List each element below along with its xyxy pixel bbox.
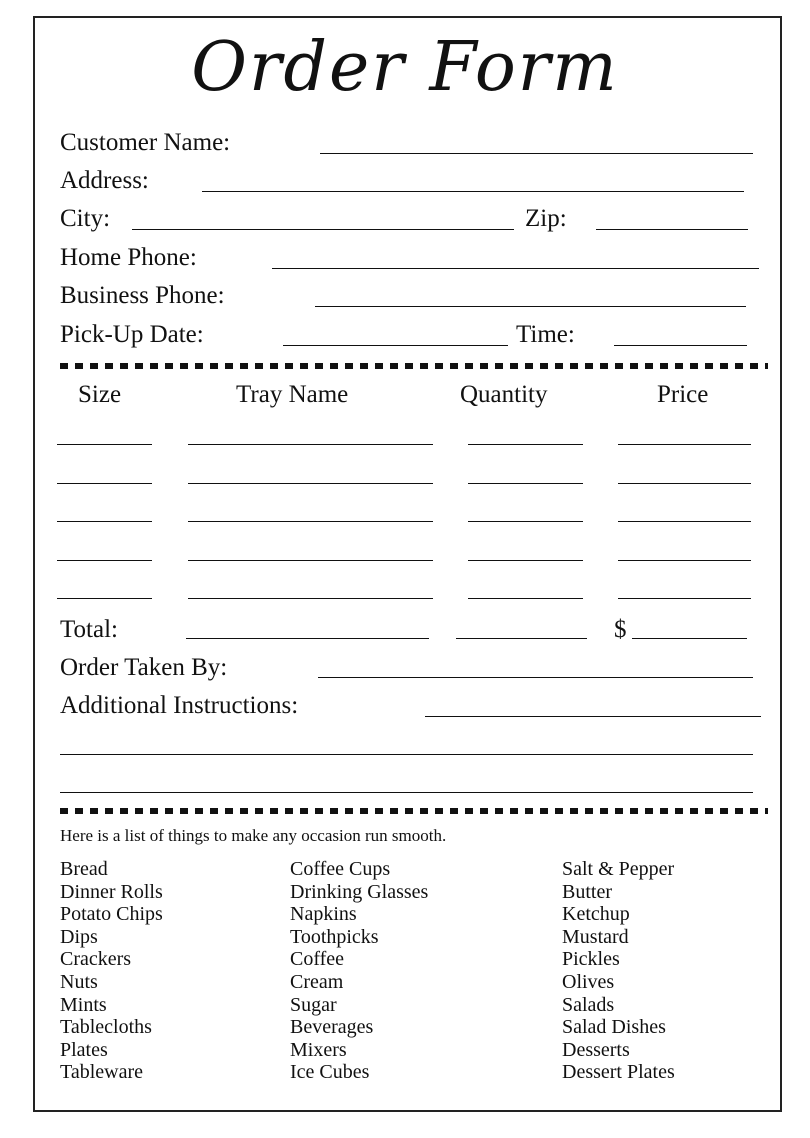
price-field[interactable] [618, 444, 751, 445]
additional-instructions-label: Additional Instructions: [60, 692, 299, 719]
city-label: City: [60, 205, 111, 232]
order-taken-by-label: Order Taken By: [60, 654, 228, 681]
checklist-item: Salads [562, 993, 615, 1016]
checklist-item: Ketchup [562, 903, 630, 926]
checklist-item: Dessert Plates [562, 1061, 675, 1084]
home-phone-field[interactable] [272, 268, 759, 269]
pickup-date-label: Pick-Up Date: [60, 321, 204, 348]
checklist-intro: Here is a list of things to make any occasion run smooth. [60, 826, 447, 845]
checklist-item: Salad Dishes [562, 1016, 666, 1039]
checklist-item: Dips [60, 925, 98, 948]
size-field[interactable] [57, 560, 152, 561]
currency-symbol: $ [614, 616, 627, 643]
checklist-item: Drinking Glasses [290, 880, 429, 903]
city-field[interactable] [132, 229, 514, 230]
total-label: Total: [60, 616, 118, 643]
checklist-item: Napkins [290, 903, 357, 926]
checklist-item: Toothpicks [290, 925, 379, 948]
price-field[interactable] [618, 483, 751, 484]
size-field[interactable] [57, 483, 152, 484]
price-field[interactable] [618, 521, 751, 522]
zip-field[interactable] [596, 229, 748, 230]
total-tray-field[interactable] [186, 638, 429, 639]
size-field[interactable] [57, 598, 152, 599]
tray-name-header: Tray Name [236, 381, 349, 408]
size-field[interactable] [57, 521, 152, 522]
checklist-item: Pickles [562, 948, 620, 971]
checklist-item: Sugar [290, 993, 337, 1016]
checklist-item: Mints [60, 993, 107, 1016]
form-title: Order Form [191, 28, 619, 107]
checklist-item: Desserts [562, 1038, 630, 1061]
checklist-item: Beverages [290, 1016, 374, 1039]
quantity-field[interactable] [468, 598, 583, 599]
price-field[interactable] [618, 598, 751, 599]
checklist-item: Mixers [290, 1038, 347, 1061]
quantity-field[interactable] [468, 483, 583, 484]
price-header: Price [657, 381, 709, 408]
total-quantity-field[interactable] [456, 638, 587, 639]
checklist-item: Cream [290, 970, 344, 993]
instructions-field-1[interactable] [425, 716, 761, 717]
checklist-item: Salt & Pepper [562, 858, 675, 880]
address-label: Address: [60, 167, 149, 194]
checklist-item: Butter [562, 880, 612, 903]
checklist-item: Plates [60, 1038, 108, 1061]
checklist-item: Coffee [290, 948, 345, 971]
instructions-field-2[interactable] [60, 754, 753, 755]
checklist-item: Tablecloths [60, 1016, 152, 1039]
time-label: Time: [516, 321, 575, 348]
tray-name-field[interactable] [188, 483, 433, 484]
checklist-item: Coffee Cups [290, 858, 391, 880]
business-phone-field[interactable] [315, 306, 746, 307]
quantity-header: Quantity [460, 381, 548, 408]
checklist-item: Dinner Rolls [60, 880, 163, 903]
pickup-date-field[interactable] [283, 345, 508, 346]
dashed-divider [60, 808, 768, 814]
tray-name-field[interactable] [188, 598, 433, 599]
checklist-item: Ice Cubes [290, 1061, 370, 1084]
quantity-field[interactable] [468, 521, 583, 522]
size-header: Size [78, 381, 122, 408]
tray-name-field[interactable] [188, 521, 433, 522]
checklist-item: Potato Chips [60, 903, 163, 926]
checklist-column-2 [290, 858, 428, 1084]
tray-name-field[interactable] [188, 444, 433, 445]
checklist-item: Tableware [60, 1061, 143, 1084]
business-phone-label: Business Phone: [60, 282, 225, 309]
order-taken-by-field[interactable] [318, 677, 753, 678]
checklist-item: Bread [60, 858, 108, 880]
zip-label: Zip: [525, 205, 567, 232]
quantity-field[interactable] [468, 444, 583, 445]
customer-name-label: Customer Name: [60, 129, 231, 156]
checklist-item: Olives [562, 970, 615, 993]
instructions-field-3[interactable] [60, 792, 753, 793]
checklist-item: Crackers [60, 948, 132, 971]
address-field[interactable] [202, 191, 744, 192]
price-field[interactable] [618, 560, 751, 561]
total-price-field[interactable] [632, 638, 747, 639]
checklist-column-3 [562, 858, 675, 1084]
checklist-item: Mustard [562, 925, 629, 948]
time-field[interactable] [614, 345, 747, 346]
checklist-item: Nuts [60, 970, 98, 993]
size-field[interactable] [57, 444, 152, 445]
checklist-column-1 [60, 858, 163, 1084]
quantity-field[interactable] [468, 560, 583, 561]
home-phone-label: Home Phone: [60, 244, 197, 271]
dashed-divider [60, 363, 768, 369]
tray-name-field[interactable] [188, 560, 433, 561]
customer-name-field[interactable] [320, 153, 753, 154]
